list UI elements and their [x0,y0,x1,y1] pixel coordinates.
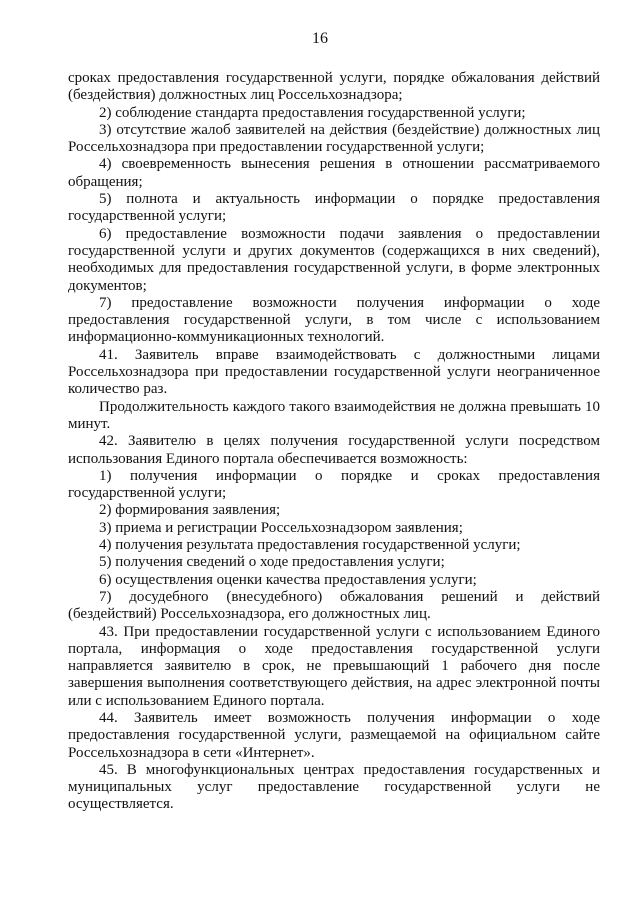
clause-41-duration: Продолжительность каждого такого взаимодействия не должна превышать 10 минут. [68,398,600,432]
clause-42-item-4: 4) получения результата предоставления государственной услуги; [99,537,521,554]
clause-42-item-1: 1) получения информации о порядке и сроках предоставления государственной услуги; [68,467,600,502]
clause-41: 41. Заявитель вправе взаимодействовать с должностными лицами Россельхознадзора при предоставлении государственной услуги неограниченное количество раз. [68,346,600,398]
clause-42-item-5: 5) получения сведений о ходе предоставления услуги; [99,554,445,571]
list-item-2: 2) соблюдение стандарта предоставления государственной услуги; [99,104,526,121]
clause-42: 42. Заявителю в целях получения государственной услуги посредством использования Единого портала обеспечивается возможность: [68,433,600,467]
document-body [68,70,600,814]
page-number: 16 [312,30,328,47]
clause-44: 44. Заявитель имеет возможность получения информации о ходе предоставления государственной услуги, размещаемой на официальном сайте Россельхознадзора в сети «Интернет». [68,709,600,761]
list-item-3: 3) отсутствие жалоб заявителей на действия (бездействие) должностных лиц Россельхознадзора при предоставлении государственной услуги; [68,121,600,156]
list-item-6: 6) предоставление возможности подачи заявления о предоставлении государственной услуги и других документов (содержащихся в них сведений), необходимых для предоставления государственной услуги, в форме электронных документов; [68,225,600,294]
clause-42-item-6: 6) осуществления оценки качества предоставления услуги; [99,571,477,588]
list-item-7: 7) предоставление возможности получения информации о ходе предоставления государственной услуги, в том числе с использованием информационно-коммуникационных технологий. [68,294,600,346]
list-item-4: 4) своевременность вынесения решения в отношении рассматриваемого обращения; [68,156,600,190]
paragraph-continuation: сроках предоставления государственной услуги, порядке обжалования действий (бездействия) должностных лиц Россельхознадзора; [68,70,600,104]
clause-43: 43. При предоставлении государственной услуги с использованием Единого портала, информация о ходе предоставления государственной услуги направляется заявителю в срок, не превышающий 1 рабочего дня после завершения выполнения соответствующего действия, на адрес электронной почты или с использованием Единого портала. [68,623,600,709]
clause-42-item-3: 3) приема и регистрации Россельхознадзором заявления; [99,519,463,536]
clause-42-item-7: 7) досудебного (внесудебного) обжалования решений и действий (бездействий) Россельхознадзора, его должностных лиц. [68,588,600,623]
list-item-5: 5) полнота и актуальность информации о порядке предоставления государственной услуги; [68,191,600,225]
clause-42-item-2: 2) формирования заявления; [99,502,281,519]
clause-45: 45. В многофункциональных центрах предоставления государственных и муниципальных услуг предоставление государственной услуги не осуществляется. [68,761,600,813]
